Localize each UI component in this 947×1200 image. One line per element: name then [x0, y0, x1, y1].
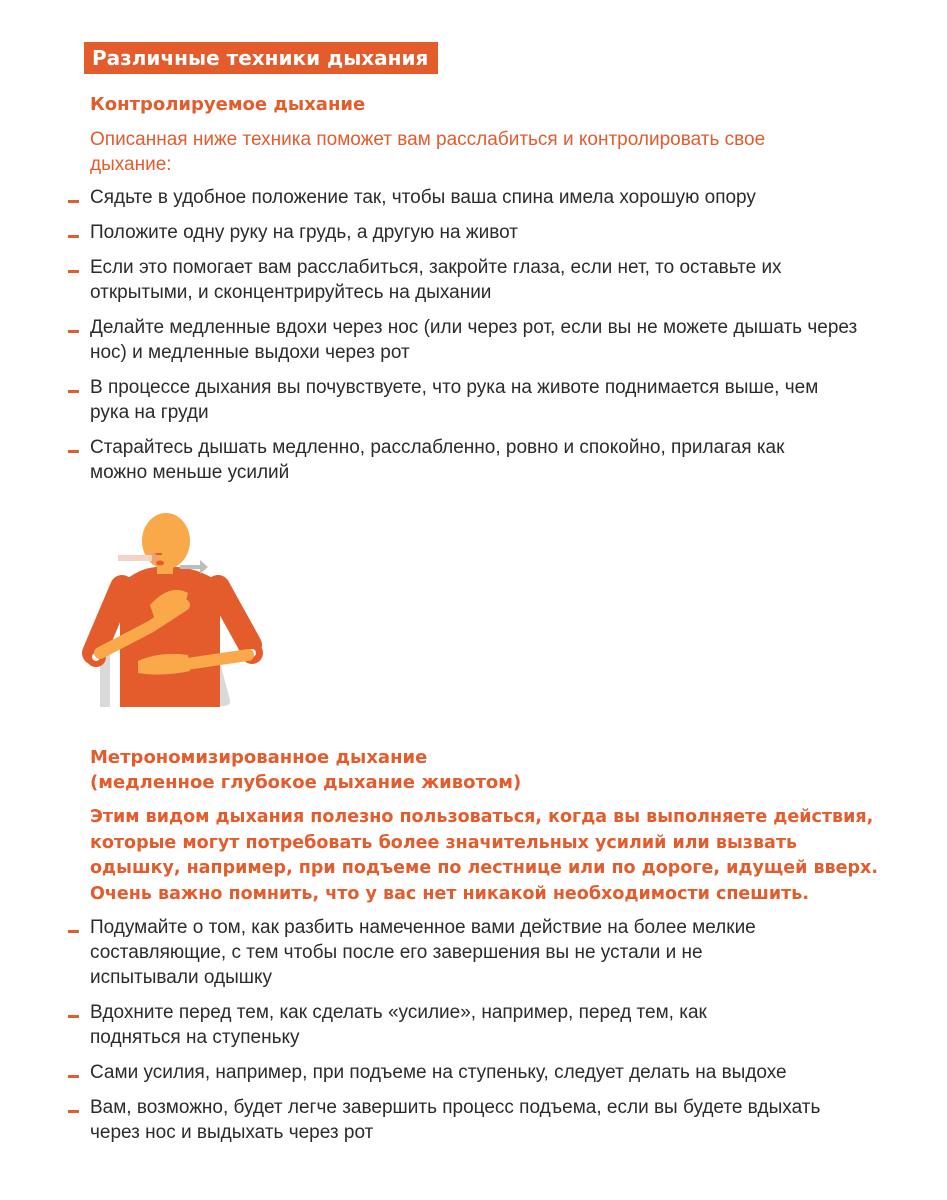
exhale-arrow-icon	[200, 560, 208, 574]
page-title: Различные техники дыхания	[84, 42, 438, 74]
bullet-dash-icon	[68, 930, 79, 933]
bullet-dash-icon	[68, 390, 79, 393]
bullet-dash-icon	[68, 1015, 79, 1018]
breathing-person-illustration	[80, 505, 280, 715]
bullet-dash-icon	[68, 200, 79, 203]
exhale-arrow-tail	[180, 565, 202, 569]
list-item: Сядьте в удобное положение так, чтобы ваша спина имела хорошую опору	[68, 185, 898, 210]
mouth-icon	[156, 561, 164, 566]
controlled-breathing-section	[68, 92, 898, 495]
bullet-dash-icon	[68, 235, 79, 238]
bullet-dash-icon	[68, 270, 79, 273]
list-item: Положите одну руку на грудь, а другую на живот	[68, 220, 810, 245]
list-item: Вам, возможно, будет легче завершить процесс подъема, если вы будете вдыхать через нос и выдыхать через рот	[68, 1095, 850, 1145]
controlled-breathing-heading: Контролируемое дыхание	[90, 94, 366, 115]
metronome-breathing-heading: Метрономизированное дыхание (медленное глубокое дыхание животом)	[90, 747, 522, 793]
list-item: Делайте медленные вдохи через нос (или через рот, если вы не можете дышать через нос) и медленные выдохи через рот	[68, 315, 865, 365]
metronome-breathing-intro: Этим видом дыхания полезно пользоваться, когда вы выполняете действия, которые могут потребовать более значительных усилий или вызвать одышку, например, при подъеме по лестнице или по дороге, идущей вверх. Очень важно помнить, что у вас нет никакой необходимости спешить.	[90, 807, 878, 904]
controlled-breathing-list	[68, 185, 898, 485]
inhale-arrow-tail	[118, 555, 152, 561]
metronome-breathing-list	[68, 915, 898, 1145]
list-item: В процессе дыхания вы почувствуете, что рука на животе поднимается выше, чем рука на груди	[68, 375, 840, 425]
bullet-dash-icon	[68, 1110, 79, 1113]
bullet-dash-icon	[68, 330, 79, 333]
list-item: Если это помогает вам расслабиться, закройте глаза, если нет, то оставьте их открытыми, и сконцентрируйтесь на дыхании	[68, 255, 810, 305]
list-item: Вдохните перед тем, как сделать «усилие», например, перед тем, как подняться на ступеньку	[68, 1000, 790, 1050]
controlled-breathing-intro: Описанная ниже техника поможет вам расслабиться и контролировать свое дыхание:	[90, 129, 766, 175]
bullet-dash-icon	[68, 1075, 79, 1078]
list-item: Сами усилия, например, при подъеме на ступеньку, следует делать на выдохе	[68, 1060, 898, 1085]
bullet-dash-icon	[68, 450, 79, 453]
right-arm	[218, 587, 250, 645]
metronome-breathing-section	[68, 745, 898, 1155]
list-item: Подумайте о том, как разбить намеченное вами действие на более мелкие составляющие, с тем чтобы после его завершения вы не устали и не испытывали одышку	[68, 915, 800, 990]
list-item: Старайтесь дышать медленно, расслабленно, ровно и спокойно, прилагая как можно меньше усилий	[68, 435, 835, 485]
